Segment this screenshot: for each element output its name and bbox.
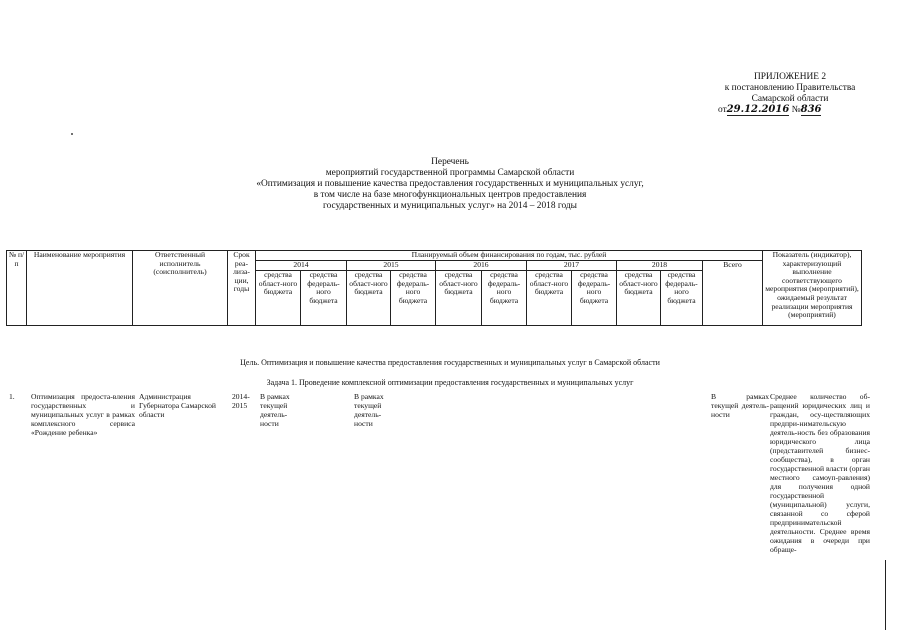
document-title xyxy=(160,157,740,212)
title-line3: «Оптимизация и повышение качества предоставления государственных и муниципальных услуг, xyxy=(256,179,644,189)
right-border-line xyxy=(885,560,886,630)
appendix-line2: к постановлению Правительства xyxy=(724,83,856,93)
header-num: № п/п xyxy=(7,251,27,326)
task-text: Задача 1. Проведение комплексной оптимизации предоставления государственных и муниципальных услуг xyxy=(266,378,634,387)
sub-regional: средства област-ного бюджета xyxy=(527,271,572,326)
year-2014: 2014 xyxy=(256,261,347,271)
sub-federal: средства федераль-ного бюджета xyxy=(391,271,436,326)
appendix-title: ПРИЛОЖЕНИЕ 2 xyxy=(753,72,827,82)
title-line5: государственных и муниципальных услуг» на 2014 – 2018 годы xyxy=(323,201,577,211)
sub-regional: средства област-ного бюджета xyxy=(256,271,301,326)
goal-text: Цель. Оптимизация и повышение качества предоставления государственных и муниципальных услуг в Самарской области xyxy=(240,358,660,367)
appendix-block xyxy=(690,72,890,116)
row-measure-name: Оптимизация предоста-вления государственных и муниципальных услуг в рамках комплексного сервиса «Рождение ребенка» xyxy=(31,392,135,437)
row-term: 2014-2015 xyxy=(232,392,250,410)
appendix-date-line xyxy=(690,105,890,116)
header-responsible: Ответственный исполнитель (соисполнитель) xyxy=(133,251,228,326)
row-funding-2014: В рамках текущей деятель-ности xyxy=(260,392,290,428)
title-line4: в том числе на базе многофункциональных центров предоставления xyxy=(313,190,587,200)
year-2015: 2015 xyxy=(347,261,436,271)
sub-federal: средства федераль-ного бюджета xyxy=(661,271,703,326)
header-indicator: Показатель (индикатор), характеризующий выполнение соответствующего мероприятия (мероприятий), ожидаемый результат реализации мероприятия (мероприятий) xyxy=(763,251,862,326)
handwritten-date: 29.12.2016 xyxy=(726,104,790,115)
year-2018: 2018 xyxy=(617,261,703,271)
funding-table-header xyxy=(6,250,862,326)
row-funding-2015: В рамках текущей деятель-ности xyxy=(354,392,384,428)
row-number: 1. xyxy=(9,392,15,401)
sub-regional: средства област-ного бюджета xyxy=(436,271,482,326)
sub-federal: средства федераль-ного бюджета xyxy=(482,271,527,326)
header-funding: Планируемый объем финансирования по годам, тыс. рублей xyxy=(256,251,763,261)
row-indicator: Среднее количество об-ращений юридических лиц и граждан, осу-ществляющих предпри-нимательскую деятель-ность без образования юридического лица (представителей бизнес-сообщества), в орган государственной власти (орган местного самоуп-равления) для получения одной государственной (муниципальной) услуги, связанной со сферой предпринимательской деятельности. Среднее время ожидания в очереди при обраще- xyxy=(770,392,870,554)
handwritten-number: 836 xyxy=(800,104,822,115)
header-total: Всего xyxy=(703,261,763,326)
header-term: Срок реа-лиза-ции, годы xyxy=(228,251,256,326)
header-name: Наименование мероприятия xyxy=(27,251,133,326)
sub-federal: средства федераль-ного бюджета xyxy=(301,271,347,326)
date-prefix: от xyxy=(718,105,727,115)
sub-regional: средства област-ного бюджета xyxy=(617,271,661,326)
sub-federal: средства федераль-ного бюджета xyxy=(572,271,617,326)
number-prefix: № xyxy=(791,105,801,115)
sub-regional: средства област-ного бюджета xyxy=(347,271,391,326)
row-total: В рамках текущей деятель-ности xyxy=(711,392,769,419)
year-2016: 2016 xyxy=(436,261,527,271)
year-2017: 2017 xyxy=(527,261,617,271)
row-responsible: Администрация Губернатора Самарской области xyxy=(139,392,216,419)
title-line2: мероприятий государственной программы Самарской области xyxy=(325,168,575,178)
title-line1: Перечень xyxy=(431,157,469,167)
scan-speck xyxy=(71,133,73,135)
appendix-line3: Самарской области xyxy=(751,94,829,104)
